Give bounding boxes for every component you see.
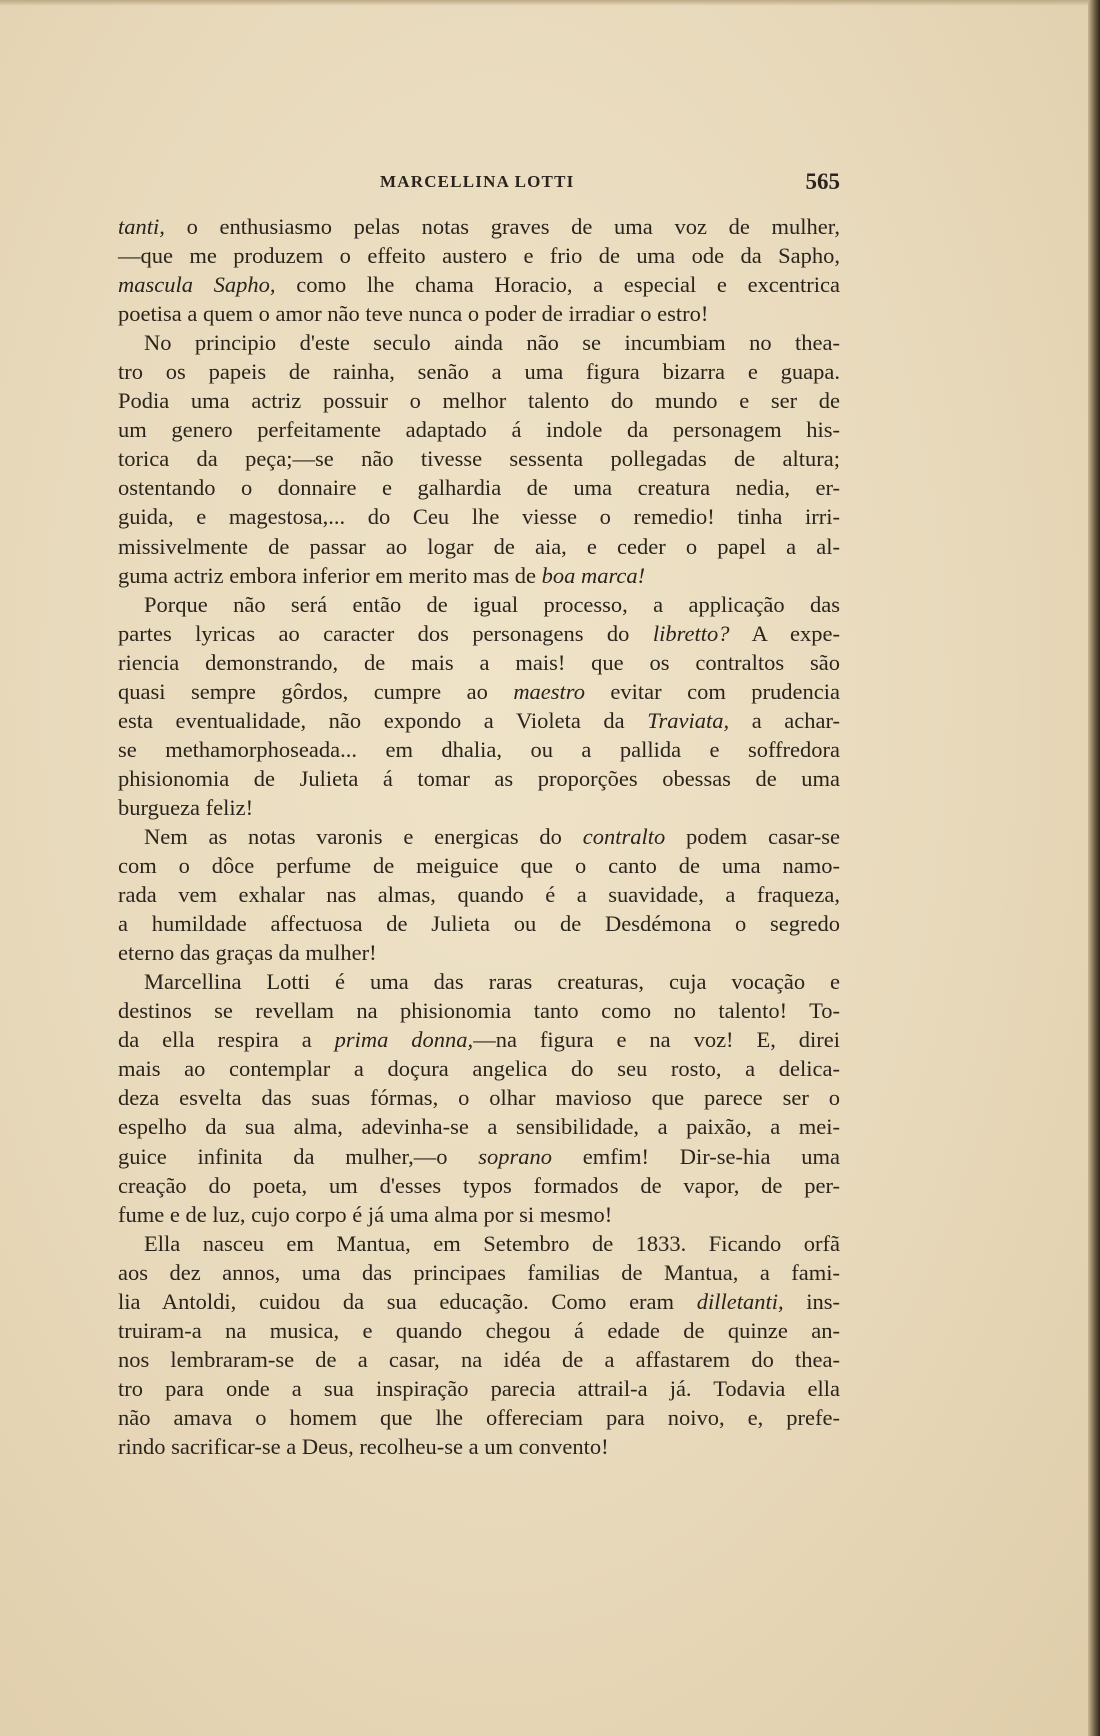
text-line-29: da ella respira a prima donna,—na figura e na voz! E, direi <box>118 1027 840 1053</box>
text-line-18: esta eventualidade, não expondo a Violeta da Traviata, a achar- <box>118 707 840 733</box>
text-line-21: burgueza feliz! <box>118 794 254 820</box>
text-line-9: torica da peça;—se não tivesse sessenta pollegadas de altura; <box>118 446 840 472</box>
text-line-43: rindo sacrificar-se a Deus, recolheu-se a um convento! <box>118 1433 609 1459</box>
text-line-6: tro os papeis de rainha, senão a uma figura bizarra e guapa. <box>118 359 840 385</box>
text-line-13: guma actriz embora inferior em merito mas de boa marca! <box>118 562 646 588</box>
text-line-27: Marcellina Lotti é uma das raras creaturas, cuja vocação e <box>144 969 840 995</box>
text-line-39: truiram-a na musica, e quando chegou á edade de quinze an- <box>118 1317 840 1343</box>
text-line-28: destinos se revellam na phisionomia tanto como no talento! To- <box>118 998 840 1024</box>
text-line-20: phisionomia de Julieta á tomar as proporções obessas de uma <box>118 765 840 791</box>
text-line-8: um genero perfeitamente adaptado á indole da personagem his- <box>118 417 840 443</box>
text-line-14: Porque não será então de igual processo, a applicação das <box>144 591 840 617</box>
page-binding-edge <box>1088 0 1100 1736</box>
text-line-16: riencia demonstrando, de mais a mais! que os contraltos são <box>118 649 840 675</box>
text-line-15: partes lyricas ao caracter dos personagens do libretto? A expe- <box>118 620 840 646</box>
text-line-17: quasi sempre gôrdos, cumpre ao maestro evitar com prudencia <box>118 678 840 704</box>
text-line-30: mais ao contemplar a doçura angelica do seu rosto, a delica- <box>118 1056 840 1082</box>
running-head <box>118 169 840 200</box>
text-line-38: lia Antoldi, cuidou da sua educação. Como eram dilletanti, ins- <box>118 1288 840 1314</box>
text-line-23: com o dôce perfume de meiguice que o canto de uma namo- <box>118 853 840 879</box>
text-line-25: a humildade affectuosa de Julieta ou de Desdémona o segredo <box>118 911 840 937</box>
text-line-31: deza esvelta das suas fórmas, o olhar mavioso que parece ser o <box>118 1085 840 1111</box>
text-line-5: No principio d'este seculo ainda não se incumbiam no thea- <box>144 330 840 356</box>
text-line-11: guida, e magestosa,... do Ceu lhe viesse o remedio! tinha irri- <box>118 504 840 530</box>
page-number: 565 <box>805 169 840 194</box>
text-line-10: ostentando o donnaire e galhardia de uma creatura nedia, er- <box>118 475 840 501</box>
text-line-12: missivelmente de passar ao logar de aia, e ceder o papel a al- <box>118 533 840 559</box>
text-line-32: espelho da sua alma, adevinha-se a sensibilidade, a paixão, a mei- <box>118 1114 840 1140</box>
page-top-edge <box>0 0 1100 6</box>
text-line-35: fume e de luz, cujo corpo é já uma alma por si mesmo! <box>118 1201 613 1227</box>
text-line-19: se methamorphoseada... em dhalia, ou a pallida e soffredora <box>118 736 840 762</box>
text-line-36: Ella nasceu em Mantua, em Setembro de 1833. Ficando orfã <box>144 1230 840 1256</box>
text-line-26: eterno das graças da mulher! <box>118 940 377 966</box>
text-line-33: guice infinita da mulher,—o soprano emfim! Dir-se-hia uma <box>118 1143 840 1169</box>
text-line-2: —que me produzem o effeito austero e frio de uma ode da Sapho, <box>118 243 840 269</box>
running-head-title: MARCELLINA LOTTI <box>380 172 575 191</box>
text-line-41: tro para onde a sua inspiração parecia attrail-a já. Todavia ella <box>118 1375 840 1401</box>
text-line-4: poetisa a quem o amor não teve nunca o poder de irradiar o estro! <box>118 301 709 327</box>
text-line-34: creação do poeta, um d'esses typos formados de vapor, de per- <box>118 1172 840 1198</box>
text-line-24: rada vem exhalar nas almas, quando é a suavidade, a fraqueza, <box>118 882 840 908</box>
body-text <box>118 212 840 1461</box>
text-line-22: Nem as notas varonis e energicas do contralto podem casar-se <box>144 823 840 849</box>
text-line-40: nos lembraram-se de a casar, na idéa de a affastarem do thea- <box>118 1346 840 1372</box>
text-line-37: aos dez annos, uma das principaes familias de Mantua, a fami- <box>118 1259 840 1285</box>
text-line-3: mascula Sapho, como lhe chama Horacio, a especial e excentrica <box>118 272 840 298</box>
text-line-7: Podia uma actriz possuir o melhor talento do mundo e ser de <box>118 388 840 414</box>
text-line-42: não amava o homem que lhe offereciam para noivo, e, prefe- <box>118 1404 840 1430</box>
text-line-1: tanti, o enthusiasmo pelas notas graves de uma voz de mulher, <box>118 214 840 239</box>
